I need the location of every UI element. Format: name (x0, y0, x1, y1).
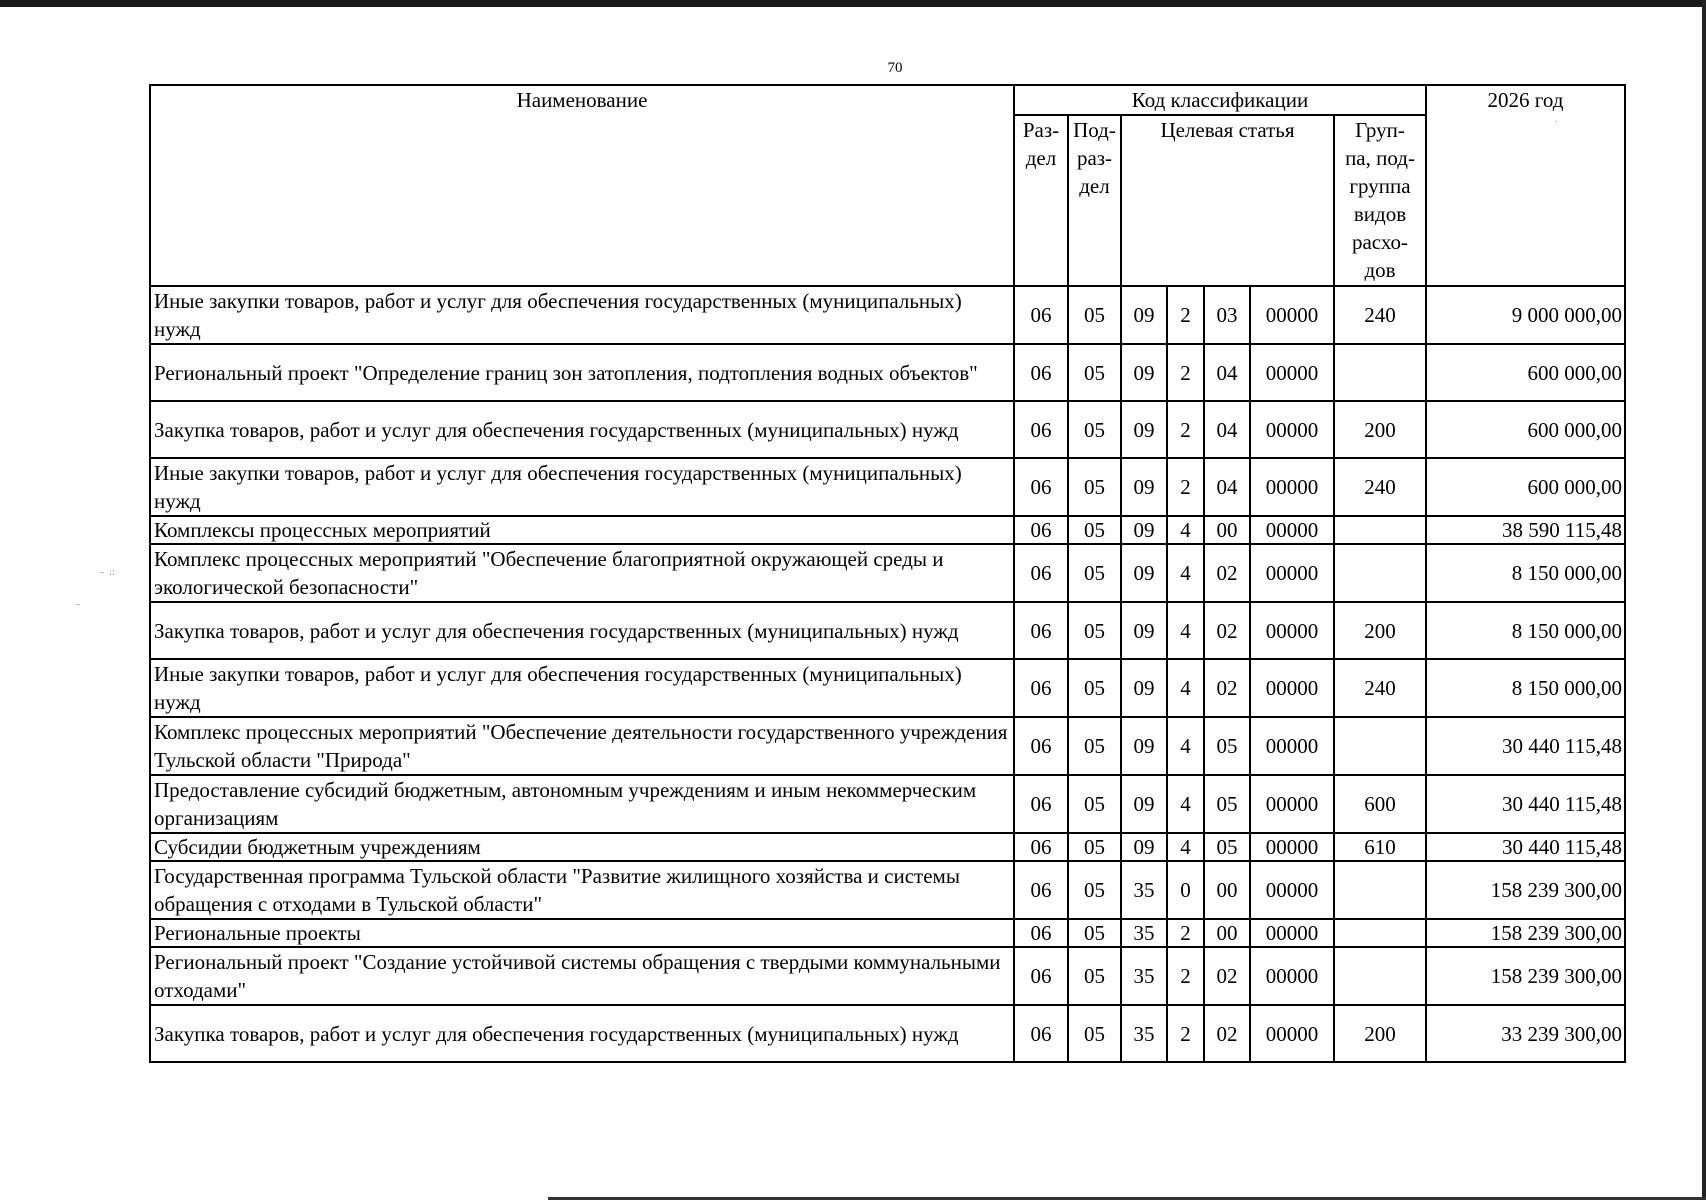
row-razdel: 06 (1014, 833, 1068, 861)
row-name: Комплексы процессных мероприятий (150, 516, 1014, 544)
row-expense-group: 600 (1334, 775, 1426, 833)
row-target-subprogram: 05 (1204, 833, 1250, 861)
row-target-direction: 00000 (1250, 861, 1334, 919)
row-podrazdel: 05 (1068, 833, 1121, 861)
row-target-program: 09 (1121, 458, 1167, 516)
row-podrazdel: 05 (1068, 344, 1121, 401)
row-podrazdel: 05 (1068, 516, 1121, 544)
row-amount-2026: 8 150 000,00 (1426, 602, 1625, 659)
table-row (150, 659, 1625, 717)
row-podrazdel: 05 (1068, 1005, 1121, 1062)
row-name: Региональный проект "Определение границ зон затопления, подтопления водных объектов" (150, 344, 1014, 401)
row-target-subprogram: 00 (1204, 861, 1250, 919)
scan-mark: - (76, 598, 80, 610)
row-podrazdel: 05 (1068, 775, 1121, 833)
row-podrazdel: 05 (1068, 544, 1121, 602)
row-name: Комплекс процессных мероприятий "Обеспечение деятельности государственного учреждения Тульской области "Природа" (150, 717, 1014, 775)
row-target-program: 09 (1121, 544, 1167, 602)
row-target-direction: 00000 (1250, 659, 1334, 717)
row-target-type: 4 (1167, 659, 1204, 717)
row-razdel: 06 (1014, 1005, 1068, 1062)
table-row (150, 861, 1625, 919)
row-target-direction: 00000 (1250, 344, 1334, 401)
row-target-type: 2 (1167, 1005, 1204, 1062)
row-target-subprogram: 03 (1204, 286, 1250, 344)
row-razdel: 06 (1014, 919, 1068, 947)
row-target-type: 2 (1167, 947, 1204, 1005)
row-podrazdel: 05 (1068, 401, 1121, 458)
row-name: Закупка товаров, работ и услуг для обеспечения государственных (муниципальных) нужд (150, 1005, 1014, 1062)
row-amount-2026: 158 239 300,00 (1426, 947, 1625, 1005)
budget-table-container (149, 84, 1626, 1063)
scan-dot: . (1555, 114, 1558, 125)
row-podrazdel: 05 (1068, 602, 1121, 659)
row-name: Закупка товаров, работ и услуг для обеспечения государственных (муниципальных) нужд (150, 401, 1014, 458)
row-amount-2026: 30 440 115,48 (1426, 833, 1625, 861)
row-target-type: 4 (1167, 717, 1204, 775)
row-podrazdel: 05 (1068, 659, 1121, 717)
row-target-type: 4 (1167, 833, 1204, 861)
header-razdel: Раз- дел (1014, 115, 1068, 286)
row-name: Комплекс процессных мероприятий "Обеспечение благоприятной окружающей среды и экологической безопасности" (150, 544, 1014, 602)
row-razdel: 06 (1014, 602, 1068, 659)
row-target-direction: 00000 (1250, 286, 1334, 344)
page-number: 70 (887, 60, 903, 76)
table-header (150, 85, 1625, 286)
row-target-direction: 00000 (1250, 516, 1334, 544)
row-expense-group: 200 (1334, 401, 1426, 458)
header-code-group: Код классификации (1014, 85, 1426, 115)
row-amount-2026: 158 239 300,00 (1426, 919, 1625, 947)
row-target-subprogram: 00 (1204, 919, 1250, 947)
table-row (150, 544, 1625, 602)
row-name: Предоставление субсидий бюджетным, автономным учреждениям и иным некоммерческим организациям (150, 775, 1014, 833)
row-name: Закупка товаров, работ и услуг для обеспечения государственных (муниципальных) нужд (150, 602, 1014, 659)
row-target-subprogram: 05 (1204, 775, 1250, 833)
row-target-program: 09 (1121, 516, 1167, 544)
budget-table (149, 84, 1626, 1063)
row-expense-group: 240 (1334, 659, 1426, 717)
header-celevaya: Целевая статья (1121, 115, 1334, 286)
row-expense-group: 240 (1334, 286, 1426, 344)
row-target-direction: 00000 (1250, 544, 1334, 602)
row-amount-2026: 30 440 115,48 (1426, 775, 1625, 833)
row-target-program: 09 (1121, 401, 1167, 458)
row-expense-group (1334, 861, 1426, 919)
row-target-program: 35 (1121, 947, 1167, 1005)
row-podrazdel: 05 (1068, 919, 1121, 947)
table-row (150, 947, 1625, 1005)
row-expense-group (1334, 947, 1426, 1005)
row-target-direction: 00000 (1250, 833, 1334, 861)
row-expense-group (1334, 544, 1426, 602)
row-podrazdel: 05 (1068, 286, 1121, 344)
row-expense-group: 200 (1334, 602, 1426, 659)
table-row (150, 602, 1625, 659)
row-target-direction: 00000 (1250, 717, 1334, 775)
row-amount-2026: 30 440 115,48 (1426, 717, 1625, 775)
row-target-subprogram: 00 (1204, 516, 1250, 544)
row-razdel: 06 (1014, 544, 1068, 602)
row-razdel: 06 (1014, 717, 1068, 775)
row-target-subprogram: 02 (1204, 544, 1250, 602)
row-target-subprogram: 02 (1204, 602, 1250, 659)
row-target-direction: 00000 (1250, 1005, 1334, 1062)
row-target-program: 09 (1121, 775, 1167, 833)
row-expense-group (1334, 919, 1426, 947)
table-row (150, 344, 1625, 401)
table-row (150, 1005, 1625, 1062)
row-name: Иные закупки товаров, работ и услуг для обеспечения государственных (муниципальных) нужд (150, 659, 1014, 717)
row-name: Региональный проект "Создание устойчивой системы обращения с твердыми коммунальными отходами" (150, 947, 1014, 1005)
row-expense-group: 240 (1334, 458, 1426, 516)
row-razdel: 06 (1014, 344, 1068, 401)
row-target-program: 09 (1121, 286, 1167, 344)
row-target-type: 2 (1167, 919, 1204, 947)
row-target-subprogram: 04 (1204, 458, 1250, 516)
table-row (150, 401, 1625, 458)
row-expense-group (1334, 717, 1426, 775)
row-name: Субсидии бюджетным учреждениям (150, 833, 1014, 861)
row-amount-2026: 8 150 000,00 (1426, 544, 1625, 602)
row-razdel: 06 (1014, 861, 1068, 919)
scan-mark: - .: (100, 566, 115, 578)
header-year-label: 2026 год (1487, 88, 1564, 112)
row-razdel: 06 (1014, 458, 1068, 516)
row-podrazdel: 05 (1068, 717, 1121, 775)
row-target-type: 4 (1167, 602, 1204, 659)
row-target-program: 35 (1121, 919, 1167, 947)
row-podrazdel: 05 (1068, 947, 1121, 1005)
row-name: Государственная программа Тульской области "Развитие жилищного хозяйства и системы обращения с отходами в Тульской области" (150, 861, 1014, 919)
row-target-type: 4 (1167, 544, 1204, 602)
row-name: Иные закупки товаров, работ и услуг для обеспечения государственных (муниципальных) нужд (150, 458, 1014, 516)
row-target-type: 4 (1167, 775, 1204, 833)
table-row (150, 717, 1625, 775)
row-amount-2026: 38 590 115,48 (1426, 516, 1625, 544)
row-target-program: 09 (1121, 717, 1167, 775)
row-target-type: 2 (1167, 458, 1204, 516)
row-amount-2026: 600 000,00 (1426, 458, 1625, 516)
header-year (1426, 85, 1625, 286)
row-podrazdel: 05 (1068, 458, 1121, 516)
row-target-subprogram: 02 (1204, 1005, 1250, 1062)
table-row (150, 775, 1625, 833)
row-razdel: 06 (1014, 401, 1068, 458)
row-target-program: 09 (1121, 659, 1167, 717)
scan-border-top (0, 0, 1706, 7)
row-name: Региональные проекты (150, 919, 1014, 947)
row-target-subprogram: 05 (1204, 717, 1250, 775)
row-target-direction: 00000 (1250, 602, 1334, 659)
row-amount-2026: 158 239 300,00 (1426, 861, 1625, 919)
row-expense-group: 200 (1334, 1005, 1426, 1062)
row-expense-group: 610 (1334, 833, 1426, 861)
row-target-subprogram: 02 (1204, 947, 1250, 1005)
row-amount-2026: 33 239 300,00 (1426, 1005, 1625, 1062)
row-target-type: 2 (1167, 401, 1204, 458)
table-body (150, 286, 1625, 1062)
row-target-direction: 00000 (1250, 919, 1334, 947)
table-row (150, 833, 1625, 861)
row-target-program: 09 (1121, 833, 1167, 861)
row-expense-group (1334, 344, 1426, 401)
row-target-type: 0 (1167, 861, 1204, 919)
row-target-program: 09 (1121, 602, 1167, 659)
row-name: Иные закупки товаров, работ и услуг для обеспечения государственных (муниципальных) нужд (150, 286, 1014, 344)
row-target-subprogram: 04 (1204, 401, 1250, 458)
row-razdel: 06 (1014, 286, 1068, 344)
table-row (150, 516, 1625, 544)
row-amount-2026: 8 150 000,00 (1426, 659, 1625, 717)
row-target-type: 4 (1167, 516, 1204, 544)
row-amount-2026: 600 000,00 (1426, 401, 1625, 458)
row-expense-group (1334, 516, 1426, 544)
row-target-type: 2 (1167, 286, 1204, 344)
row-amount-2026: 9 000 000,00 (1426, 286, 1625, 344)
row-podrazdel: 05 (1068, 861, 1121, 919)
row-razdel: 06 (1014, 775, 1068, 833)
row-target-direction: 00000 (1250, 775, 1334, 833)
row-target-type: 2 (1167, 344, 1204, 401)
table-row (150, 286, 1625, 344)
row-target-subprogram: 04 (1204, 344, 1250, 401)
row-razdel: 06 (1014, 659, 1068, 717)
row-target-direction: 00000 (1250, 401, 1334, 458)
row-target-subprogram: 02 (1204, 659, 1250, 717)
row-target-direction: 00000 (1250, 947, 1334, 1005)
row-razdel: 06 (1014, 947, 1068, 1005)
row-target-program: 35 (1121, 861, 1167, 919)
header-name: Наименование (150, 85, 1014, 286)
scan-border-right (1702, 0, 1706, 1200)
row-target-program: 09 (1121, 344, 1167, 401)
header-podrazdel: Под- раз- дел (1068, 115, 1121, 286)
row-razdel: 06 (1014, 516, 1068, 544)
row-amount-2026: 600 000,00 (1426, 344, 1625, 401)
header-gruppa: Груп- па, под- группа видов расхо- дов (1334, 115, 1426, 286)
table-row (150, 458, 1625, 516)
row-target-program: 35 (1121, 1005, 1167, 1062)
table-row (150, 919, 1625, 947)
row-target-direction: 00000 (1250, 458, 1334, 516)
